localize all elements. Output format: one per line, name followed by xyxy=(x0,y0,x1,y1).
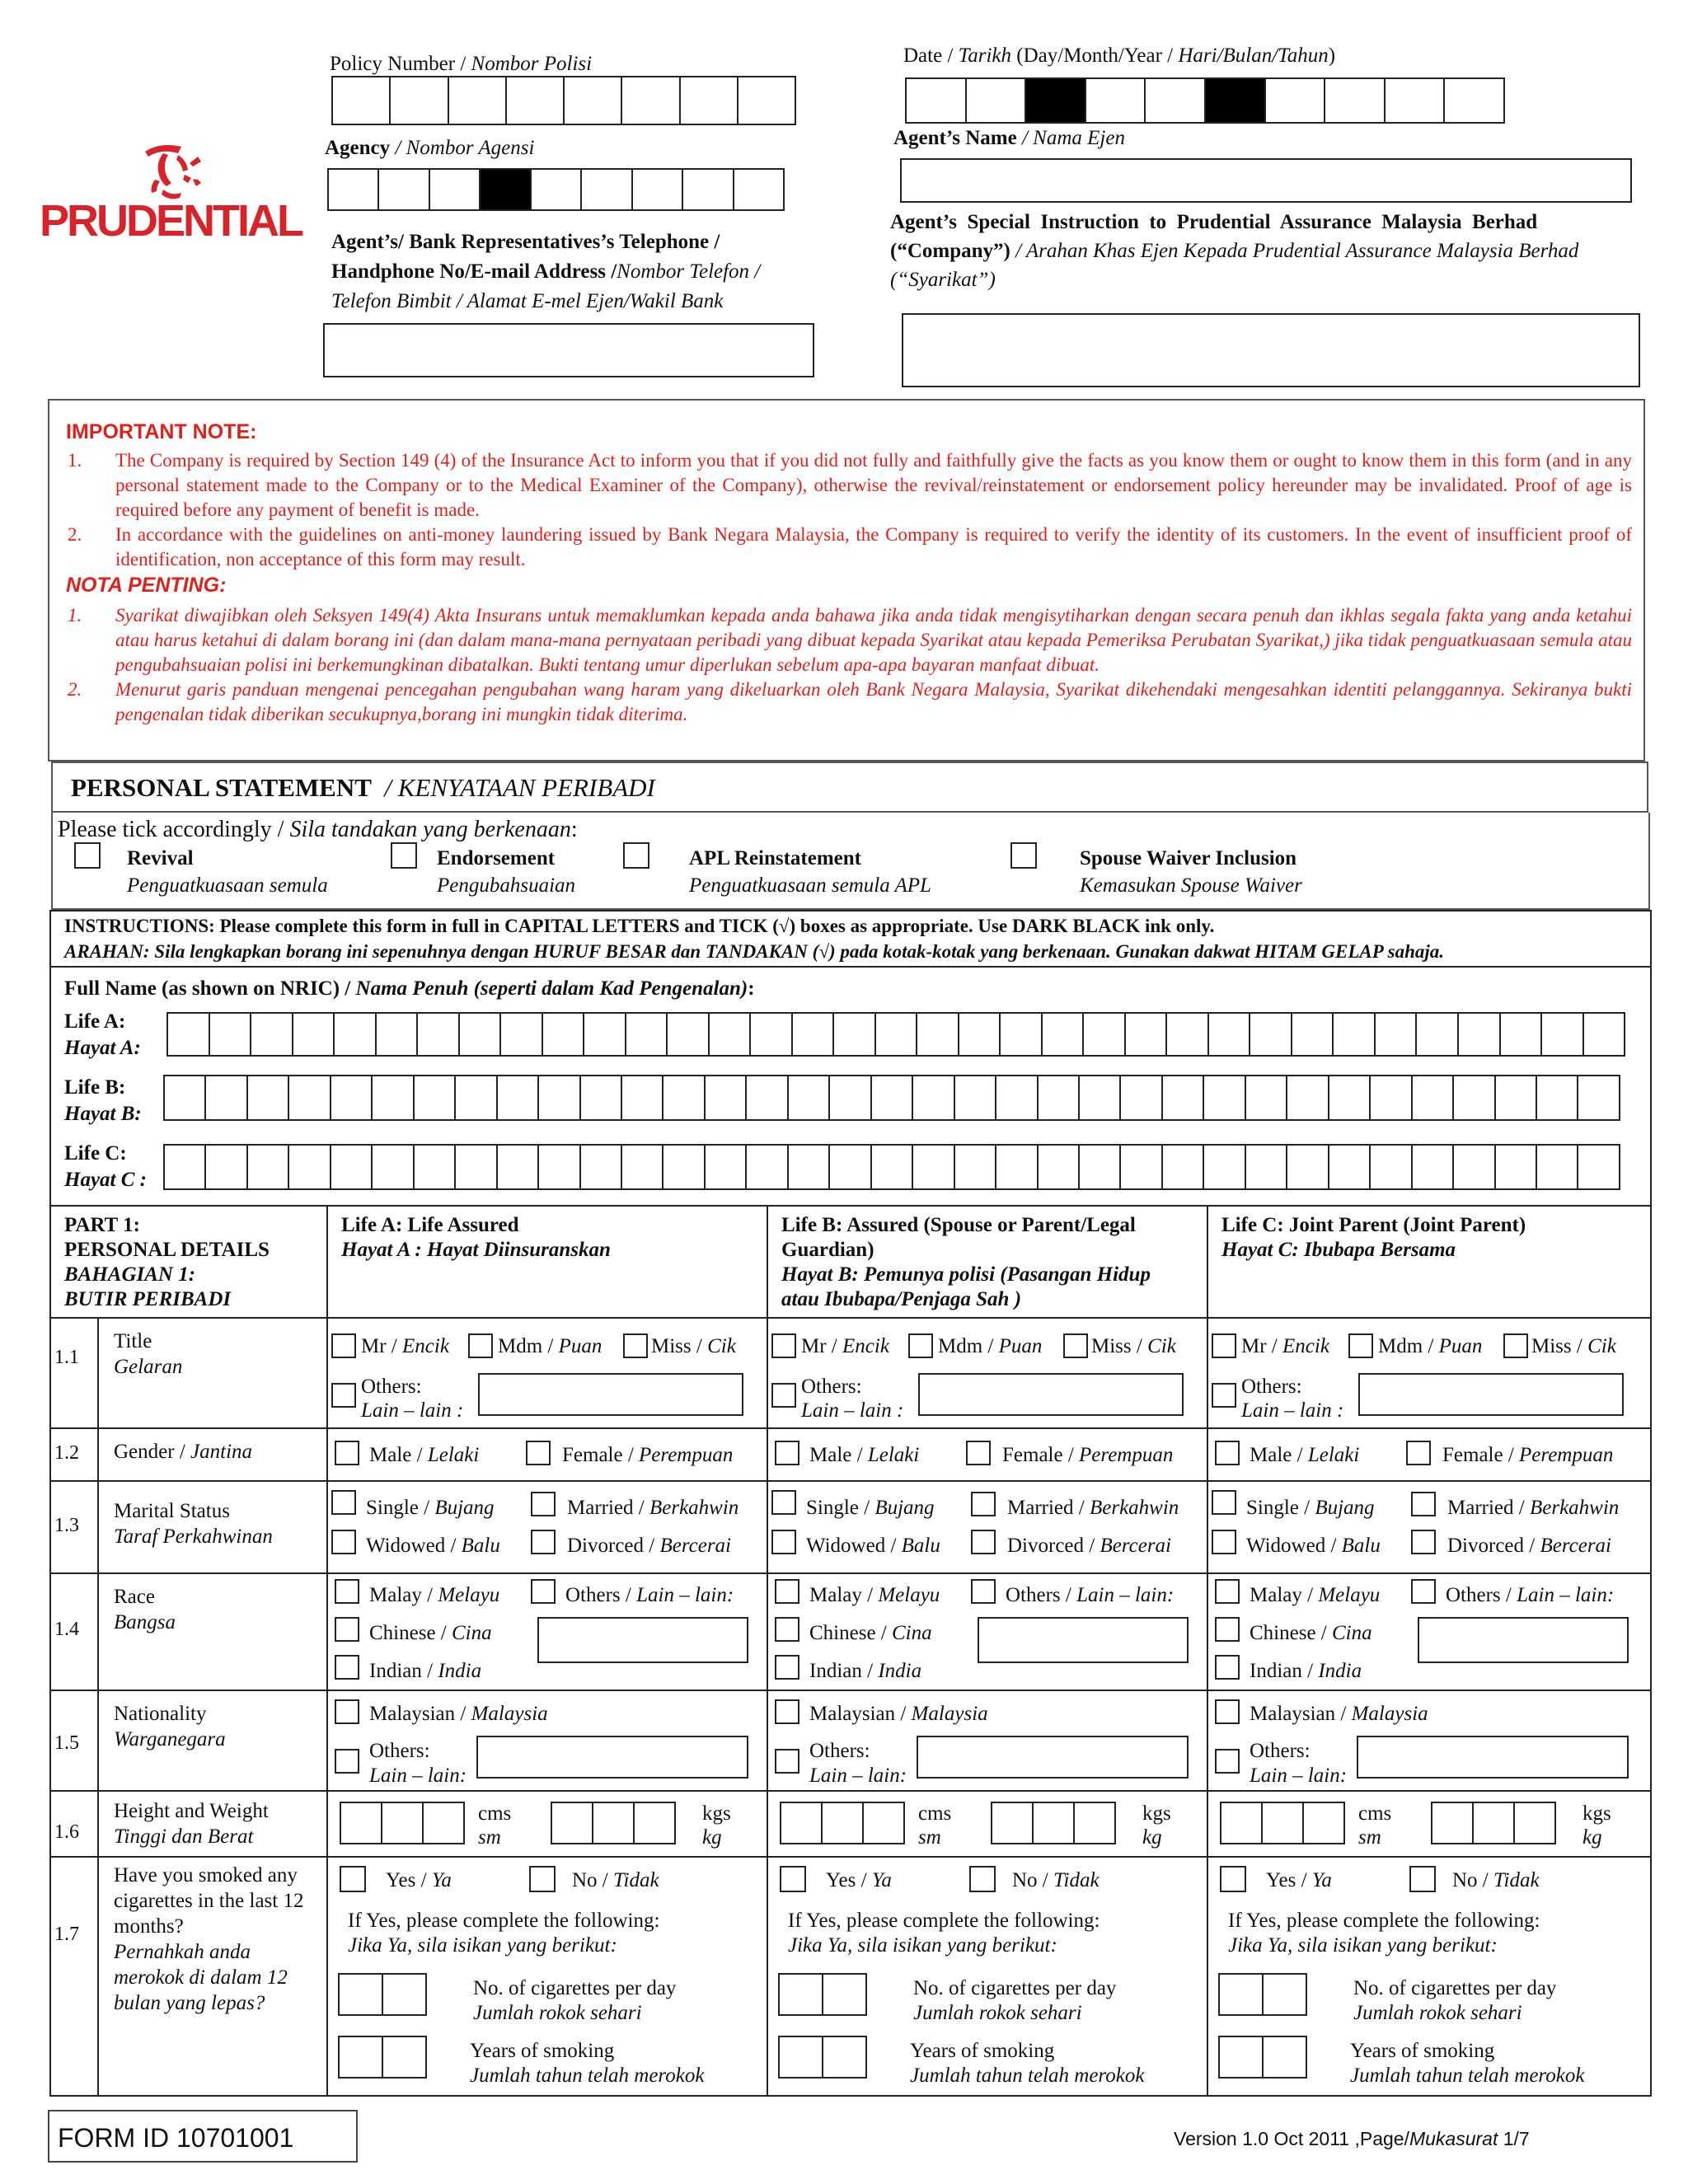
row-num-1-1: 1.1 xyxy=(54,1347,79,1368)
life-a-race-others-input[interactable] xyxy=(537,1617,748,1663)
agent-instruction-field[interactable] xyxy=(902,313,1640,387)
life-b-name-boxes[interactable] xyxy=(163,1075,1620,1121)
life-a-gender-male-checkbox[interactable] xyxy=(335,1441,359,1465)
date-boxes[interactable] xyxy=(905,77,1505,124)
endorsement-checkbox[interactable] xyxy=(391,842,417,869)
life-c-years-smoking-boxes[interactable] xyxy=(1218,2036,1307,2079)
life-b-marital-divorced-checkbox[interactable] xyxy=(971,1530,996,1554)
agency-label: Agency / Nombor Agensi xyxy=(325,137,535,159)
life-c-label: Life C: Hayat C : xyxy=(64,1142,147,1191)
life-a-title-others-input[interactable] xyxy=(478,1373,743,1416)
spouse-waiver-checkbox[interactable] xyxy=(1010,842,1037,869)
life-b-title-others-input[interactable] xyxy=(918,1373,1184,1416)
life-c-title-miss-checkbox[interactable] xyxy=(1503,1333,1528,1358)
note-item-1: The Company is required by Section 149 (4) of the Insurance Act to inform you that if you did not fully and faithfully give the facts as you know them or ought to know them in this form (and in any personal statement made to the Company or to the Medical Examiner of the Company), otherwise the revival/reinstatement or endorsement policy hereunder may be invalidated. Proof of age is required before any payment of benefit is made. xyxy=(115,450,1632,520)
life-b-column-header: Life B: Assured (Spouse or Parent/Legal Guardian) Hayat B: Pemunya polisi (Pasangan Hidup atau Ibubapa/Penjaga Sah ) xyxy=(781,1214,1151,1310)
part1-title: PART 1: PERSONAL DETAILS BAHAGIAN 1: BUTIR PERIBADI xyxy=(64,1214,270,1310)
life-b-label: Life B: Hayat B: xyxy=(64,1076,142,1125)
row-num-1-6: 1.6 xyxy=(54,1821,79,1843)
important-note: IMPORTANT NOTE: 1. The Company is required by Section 149 (4) of the Insurance Act to inform you that if you did not fully and faithfully give the facts as you know them or ought to know them in this form (and in any personal statement made to the Company or to the Medical Examiner of the Company), otherwise the revival/reinstatement or endorsement policy hereunder may be invalidated. Proof of age is required before any payment of benefit is made. 2. In accordance with the guidelines on anti-money laundering issued by Bank Negara Malaysia, the Company is required to verify the identity of its customers. In the event of insufficient proof of identification, non acceptance of this form may result. NOTA PENTING: 1. Syarikat diwajibkan oleh Seksyen 149(4) Akta Insurans untuk memaklumkan kepada anda bahawa jika anda tidak mengisytiharkan dengan secara penuh dan ikhlas segala fakta yang anda ketahui atau harus ketahui di dalam borang ini (dan dalam mana-mana pernyataan peribadi yang dibuat kepada Syarikat atau kepada Pemeriksa Perubatan Syarikat,) jika tidak penguatkuasaan semula atau pengubahsuaian polisi ini berkemungkinan dibatalkan. Bukti tentang umur diperlukan sebelum apa-apa bayaran manfaat dibuat. 2. Menurut garis panduan mengenai pencegahan pengubahan wang haram yang dikeluarkan oleh Bank Negara Malaysia, Syarikat dikehendaki mengesahkan identiti pelanggannya. Sekiranya bukti pengenalan tidak diberikan secukupnya,borang ini mungkin tidak diterima. xyxy=(48,399,1645,762)
row-label-title: Title Gelaran xyxy=(114,1330,183,1378)
form-id: FORM ID 10701001 xyxy=(48,2110,358,2163)
life-c-title-others-checkbox[interactable] xyxy=(1212,1383,1236,1408)
life-a-smoke-no-checkbox[interactable] xyxy=(529,1866,556,1892)
row-num-1-2: 1.2 xyxy=(54,1442,79,1464)
life-c-nationality-others-input[interactable] xyxy=(1357,1736,1629,1779)
version-info: Version 1.0 Oct 2011 ,Page/Mukasurat 1/7 xyxy=(1174,2128,1530,2149)
life-c-weight-boxes[interactable] xyxy=(1431,1802,1556,1844)
page-title: PERSONAL STATEMENT xyxy=(71,773,372,802)
life-c-height-boxes[interactable] xyxy=(1220,1802,1345,1844)
life-b-marital-widowed-checkbox[interactable] xyxy=(771,1530,796,1554)
row-num-1-5: 1.5 xyxy=(54,1732,79,1754)
life-a-marital-widowed-checkbox[interactable] xyxy=(331,1530,356,1554)
life-a-years-smoking-boxes[interactable] xyxy=(338,2036,427,2079)
life-b-race-malay-checkbox[interactable] xyxy=(775,1579,799,1604)
life-b-cigarettes-per-day-boxes[interactable] xyxy=(778,1973,867,2016)
life-a-nationality-others-checkbox[interactable] xyxy=(335,1749,359,1774)
life-c-smoke-yes-checkbox[interactable] xyxy=(1220,1866,1246,1892)
instructions: INSTRUCTIONS: Please complete this form in full in CAPITAL LETTERS and TICK (√) boxes as appropriate. Use DARK BLACK ink only. ARAHAN: Sila lengkapkan borang ini sepenuhnya dengan HURUF BESAR dan TANDAKAN (√) pada kotak-kotak yang berkenaan. Gunakan dakwat HITAM GELAP sahaja. xyxy=(64,916,1445,962)
life-a-label: Life A: Hayat A: xyxy=(64,1010,141,1059)
life-a-marital-married-checkbox[interactable] xyxy=(531,1492,556,1516)
life-c-marital-single-checkbox[interactable] xyxy=(1212,1490,1236,1515)
life-a-marital-divorced-checkbox[interactable] xyxy=(531,1530,556,1554)
life-b-smoke-no-checkbox[interactable] xyxy=(969,1866,996,1892)
row-num-1-7: 1.7 xyxy=(54,1924,79,1945)
agency-boxes[interactable] xyxy=(327,168,785,211)
life-a-race-indian-checkbox[interactable] xyxy=(335,1655,359,1680)
life-c-marital-married-checkbox[interactable] xyxy=(1411,1492,1436,1516)
life-c-race-malay-checkbox[interactable] xyxy=(1215,1579,1240,1604)
date-label: Date / Tarikh (Day/Month/Year / Hari/Bulan/Tahun) xyxy=(903,45,1336,67)
life-a-gender-female-checkbox[interactable] xyxy=(526,1441,551,1465)
row-num-1-3: 1.3 xyxy=(54,1515,79,1536)
life-b-gender-female-checkbox[interactable] xyxy=(966,1441,991,1465)
agent-name-field[interactable] xyxy=(900,158,1632,203)
row-label-race: Race Bangsa xyxy=(114,1586,176,1633)
life-b-marital-single-checkbox[interactable] xyxy=(771,1490,796,1515)
important-note-title: IMPORTANT NOTE: xyxy=(66,420,257,443)
agent-contact-field[interactable] xyxy=(323,323,814,377)
life-b-nationality-others-input[interactable] xyxy=(917,1736,1189,1779)
nota-item-1: Syarikat diwajibkan oleh Seksyen 149(4) Akta Insurans untuk memaklumkan kepada anda bahawa jika anda tidak mengisytiharkan dengan secara penuh dan ikhlas segala fakta yang anda ketahui atau harus ketahui di dalam borang ini (dan dalam mana-mana pernyataan peribadi yang dibuat kepada Syarikat atau kepada Pemeriksa Perubatan Syarikat,) jika tidak penguatkuasaan semula atau pengubahsuaian polisi ini berkemungkinan dibatalkan. Bukti tentang umur diperlukan sebelum apa-apa bayaran manfaat dibuat. xyxy=(115,605,1632,675)
life-c-title-mdm-checkbox[interactable] xyxy=(1348,1333,1373,1358)
life-b-nationality-malaysian-checkbox[interactable] xyxy=(775,1699,799,1724)
row-label-marital: Marital Status Taraf Perkahwinan xyxy=(114,1500,273,1548)
full-name-label: Full Name (as shown on NRIC) / Nama Penuh (seperti dalam Kad Pengenalan): xyxy=(64,977,755,1000)
life-a-race-malay-checkbox[interactable] xyxy=(335,1579,359,1604)
row-label-nationality: Nationality Warganegara xyxy=(114,1703,226,1750)
nota-item-2: Menurut garis panduan mengenai pencegahan pengubahan wang haram yang dikeluarkan oleh Bank Negara Malaysia, Syarikat dikehendaki mengesahkan identiti pelanggannya. Sekiranya bukti pengenalan tidak diberikan secukupnya,borang ini mungkin tidak diterima. xyxy=(115,679,1632,724)
life-a-race-chinese-checkbox[interactable] xyxy=(335,1617,359,1642)
revival-checkbox[interactable] xyxy=(74,842,101,869)
nota-penting-title: NOTA PENTING: xyxy=(66,574,227,597)
life-b-gender-male-checkbox[interactable] xyxy=(775,1441,799,1465)
life-c-marital-widowed-checkbox[interactable] xyxy=(1212,1530,1236,1554)
life-b-weight-boxes[interactable] xyxy=(991,1802,1116,1844)
life-a-title-mr-checkbox[interactable] xyxy=(331,1333,356,1358)
life-a-nationality-malaysian-checkbox[interactable] xyxy=(335,1699,359,1724)
personal-statement-title-bar: PERSONAL STATEMENT / KENYATAAN PERIBADI xyxy=(51,762,1648,813)
life-b-race-indian-checkbox[interactable] xyxy=(775,1655,799,1680)
life-a-smoke-yes-checkbox[interactable] xyxy=(340,1866,366,1892)
life-c-cigarettes-per-day-boxes[interactable] xyxy=(1218,1973,1307,2016)
life-a-height-boxes[interactable] xyxy=(340,1802,465,1844)
note-item-2: In accordance with the guidelines on anti-money laundering issued by Bank Negara Malaysia, the Company is required to verify the identity of its customers. In the event of insufficient proof of identification, non acceptance of this form may result. xyxy=(115,524,1632,569)
life-a-nationality-others-input[interactable] xyxy=(476,1736,748,1779)
life-c-smoke-no-checkbox[interactable] xyxy=(1409,1866,1436,1892)
life-c-name-boxes[interactable] xyxy=(163,1144,1620,1190)
life-c-race-others-input[interactable] xyxy=(1418,1617,1629,1663)
life-b-years-smoking-boxes[interactable] xyxy=(778,2036,867,2079)
life-b-nationality-others-checkbox[interactable] xyxy=(775,1749,799,1774)
life-c-race-others-checkbox[interactable] xyxy=(1411,1579,1436,1604)
life-a-weight-boxes[interactable] xyxy=(551,1802,676,1844)
life-c-nationality-others-checkbox[interactable] xyxy=(1215,1749,1240,1774)
life-b-marital-married-checkbox[interactable] xyxy=(971,1492,996,1516)
life-c-race-indian-checkbox[interactable] xyxy=(1215,1655,1240,1680)
life-c-race-chinese-checkbox[interactable] xyxy=(1215,1617,1240,1642)
life-b-race-chinese-checkbox[interactable] xyxy=(775,1617,799,1642)
life-c-title-mr-checkbox[interactable] xyxy=(1212,1333,1236,1358)
life-b-race-others-checkbox[interactable] xyxy=(971,1579,996,1604)
life-a-name-boxes[interactable] xyxy=(166,1012,1625,1057)
row-label-smoking: Have you smoked any cigarettes in the last 12 months? Pernahkah anda merokok di dalam 12 bulan yang lepas? xyxy=(114,1864,304,2014)
life-a-title-others-checkbox[interactable] xyxy=(331,1383,356,1408)
brand-name: PRUDENTIAL xyxy=(40,196,302,246)
agent-instruction-label: Agent’s Special Instruction to Prudential Assurance Malaysia Berhad (“Company”) / Arahan Khas Ejen Kepada Prudential Assurance Malaysia Berhad (“Syarikat”) xyxy=(890,211,1579,291)
life-b-title-mr-checkbox[interactable] xyxy=(771,1333,796,1358)
life-a-marital-single-checkbox[interactable] xyxy=(331,1490,356,1515)
life-c-gender-male-checkbox[interactable] xyxy=(1215,1441,1240,1465)
row-label-gender: Gender / Jantina xyxy=(114,1441,253,1463)
life-b-title-miss-checkbox[interactable] xyxy=(1063,1333,1088,1358)
prudential-logo xyxy=(40,130,302,246)
life-b-title-others-checkbox[interactable] xyxy=(771,1383,796,1408)
life-a-cigarettes-per-day-boxes[interactable] xyxy=(338,1973,427,2016)
life-c-column-header: Life C: Joint Parent (Joint Parent) Hayat C: Ibubapa Bersama xyxy=(1221,1214,1526,1261)
life-c-title-others-input[interactable] xyxy=(1358,1373,1624,1416)
life-b-title-mdm-checkbox[interactable] xyxy=(908,1333,933,1358)
life-b-smoke-yes-checkbox[interactable] xyxy=(780,1866,806,1892)
tick-section: Please tick accordingly / Sila tandakan yang berkenaan: xyxy=(51,813,1650,910)
row-label-height-weight: Height and Weight Tinggi dan Berat xyxy=(114,1800,269,1848)
apl-reinstatement-checkbox[interactable] xyxy=(623,842,649,869)
life-c-gender-female-checkbox[interactable] xyxy=(1406,1441,1431,1465)
life-c-marital-divorced-checkbox[interactable] xyxy=(1411,1530,1436,1554)
agent-name-label: Agent’s Name / Nama Ejen xyxy=(893,127,1125,149)
row-num-1-4: 1.4 xyxy=(54,1619,79,1640)
life-b-race-others-input[interactable] xyxy=(978,1617,1189,1663)
agent-contact-label: Agent’s/ Bank Representatives’s Telephone / Handphone No/E-mail Address /Nombor Telefon / Telefon Bimbit / Alamat E-mel Ejen/Wakil Bank xyxy=(331,231,761,312)
life-c-nationality-malaysian-checkbox[interactable] xyxy=(1215,1699,1240,1724)
policy-number-label: Policy Number / Nombor Polisi xyxy=(330,53,593,75)
life-a-title-miss-checkbox[interactable] xyxy=(623,1333,648,1358)
life-a-race-others-checkbox[interactable] xyxy=(531,1579,556,1604)
life-b-height-boxes[interactable] xyxy=(780,1802,905,1844)
policy-number-boxes[interactable] xyxy=(331,76,796,125)
life-a-title-mdm-checkbox[interactable] xyxy=(468,1333,493,1358)
life-a-column-header: Life A: Life Assured Hayat A : Hayat Diinsuranskan xyxy=(341,1214,611,1261)
